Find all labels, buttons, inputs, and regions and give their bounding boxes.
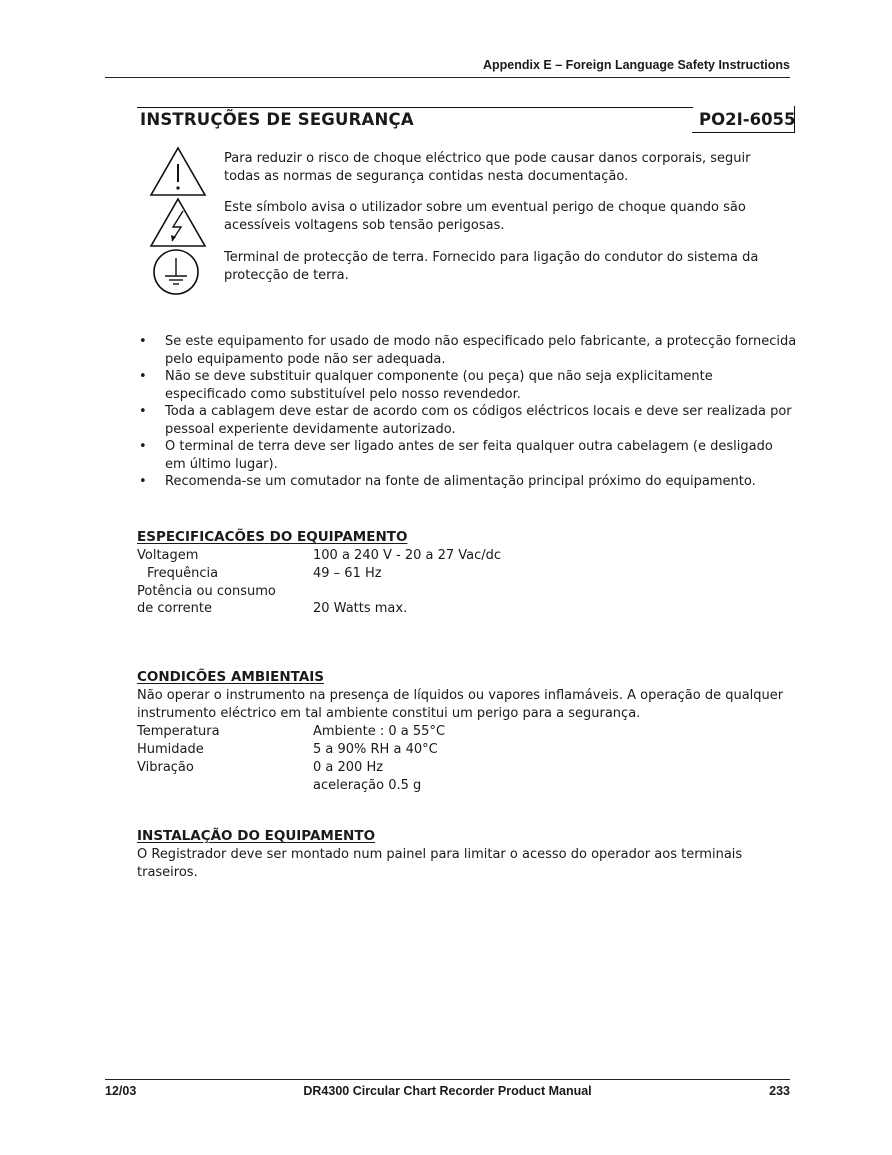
electric-shock-triangle-icon <box>148 197 208 249</box>
temperature-label: Temperatura <box>137 724 220 739</box>
power-label-line-2: de corrente <box>137 601 212 616</box>
list-item: • Toda a cablagem deve estar de acordo com os códigos eléctricos locais e deve ser realizada por pessoal experiente devidamente autorizado. <box>137 403 797 438</box>
installation-heading: INSTALAÇÃO DO EQUIPAMENTO <box>137 828 376 844</box>
humidity-value: 5 a 90% RH a 40°C <box>313 742 438 757</box>
section-title-rule <box>137 107 693 108</box>
humidity-label: Humidade <box>137 742 204 757</box>
footer-manual-title: DR4300 Circular Chart Recorder Product Manual <box>303 1084 592 1098</box>
environment-heading: CONDICÕES AMBIENTAIS <box>137 669 325 685</box>
voltage-value: 100 a 240 V - 20 a 27 Vac/dc <box>313 548 502 563</box>
list-item: • Se este equipamento for usado de modo não especificado pelo fabricante, a protecção fornecida pelo equipamento pode não ser adequada. <box>137 333 797 368</box>
voltage-label: Voltagem <box>137 548 199 563</box>
warning-triangle-icon <box>148 146 208 198</box>
list-item: • Não se deve substituir qualquer componente (ou peça) que não seja explicitamente especificado como substituível pelo nosso revendedor. <box>137 368 797 403</box>
symbol-text-earth: Terminal de protecção de terra. Fornecido para ligação do condutor do sistema da protecção de terra. <box>224 250 759 283</box>
document-code: PO2I-6055 <box>699 110 796 129</box>
safety-bullet-list <box>137 333 797 491</box>
header-divider <box>105 77 790 78</box>
power-value: 20 Watts max. <box>313 601 408 616</box>
running-header: Appendix E – Foreign Language Safety Instructions <box>483 58 790 72</box>
vibration-label: Vibração <box>137 760 194 775</box>
section-title: INSTRUÇÕES DE SEGURANÇA <box>140 110 414 129</box>
vibration-value-2: aceleração 0.5 g <box>313 778 422 793</box>
list-item: • Recomenda-se um comutador na fonte de alimentação principal próximo do equipamento. <box>137 473 797 491</box>
frequency-value: 49 – 61 Hz <box>313 566 382 581</box>
vibration-value-1: 0 a 200 Hz <box>313 760 384 775</box>
equipment-specs-heading: ESPECIFICACÕES DO EQUIPAMENTO <box>137 529 408 545</box>
symbol-text-shock: Este símbolo avisa o utilizador sobre um eventual perigo de choque quando são acessíveis voltagens sob tensão perigosas. <box>224 200 746 233</box>
protective-earth-icon <box>148 248 208 298</box>
frequency-label: Frequência <box>147 566 219 581</box>
temperature-value: Ambiente : 0 a 55°C <box>313 724 446 739</box>
installation-paragraph: O Registrador deve ser montado num painel para limitar o acesso do operador aos terminais traseiros. <box>137 847 743 880</box>
symbol-text-warning: Para reduzir o risco de choque eléctrico que pode causar danos corporais, seguir todas as normas de segurança contidas nesta documentação. <box>224 151 751 184</box>
power-label-line-1: Potência ou consumo <box>137 584 276 599</box>
environment-paragraph: Não operar o instrumento na presença de líquidos ou vapores inflamáveis. A operação de qualquer instrumento eléctrico em tal ambiente constitui um perigo para a segurança. <box>137 688 784 721</box>
footer-page-number: 233 <box>769 1084 790 1098</box>
footer-divider <box>105 1079 790 1080</box>
footer-date: 12/03 <box>105 1084 137 1098</box>
list-item: • O terminal de terra deve ser ligado antes de ser feita qualquer outra cabelagem (e desligado em último lugar). <box>137 438 797 473</box>
